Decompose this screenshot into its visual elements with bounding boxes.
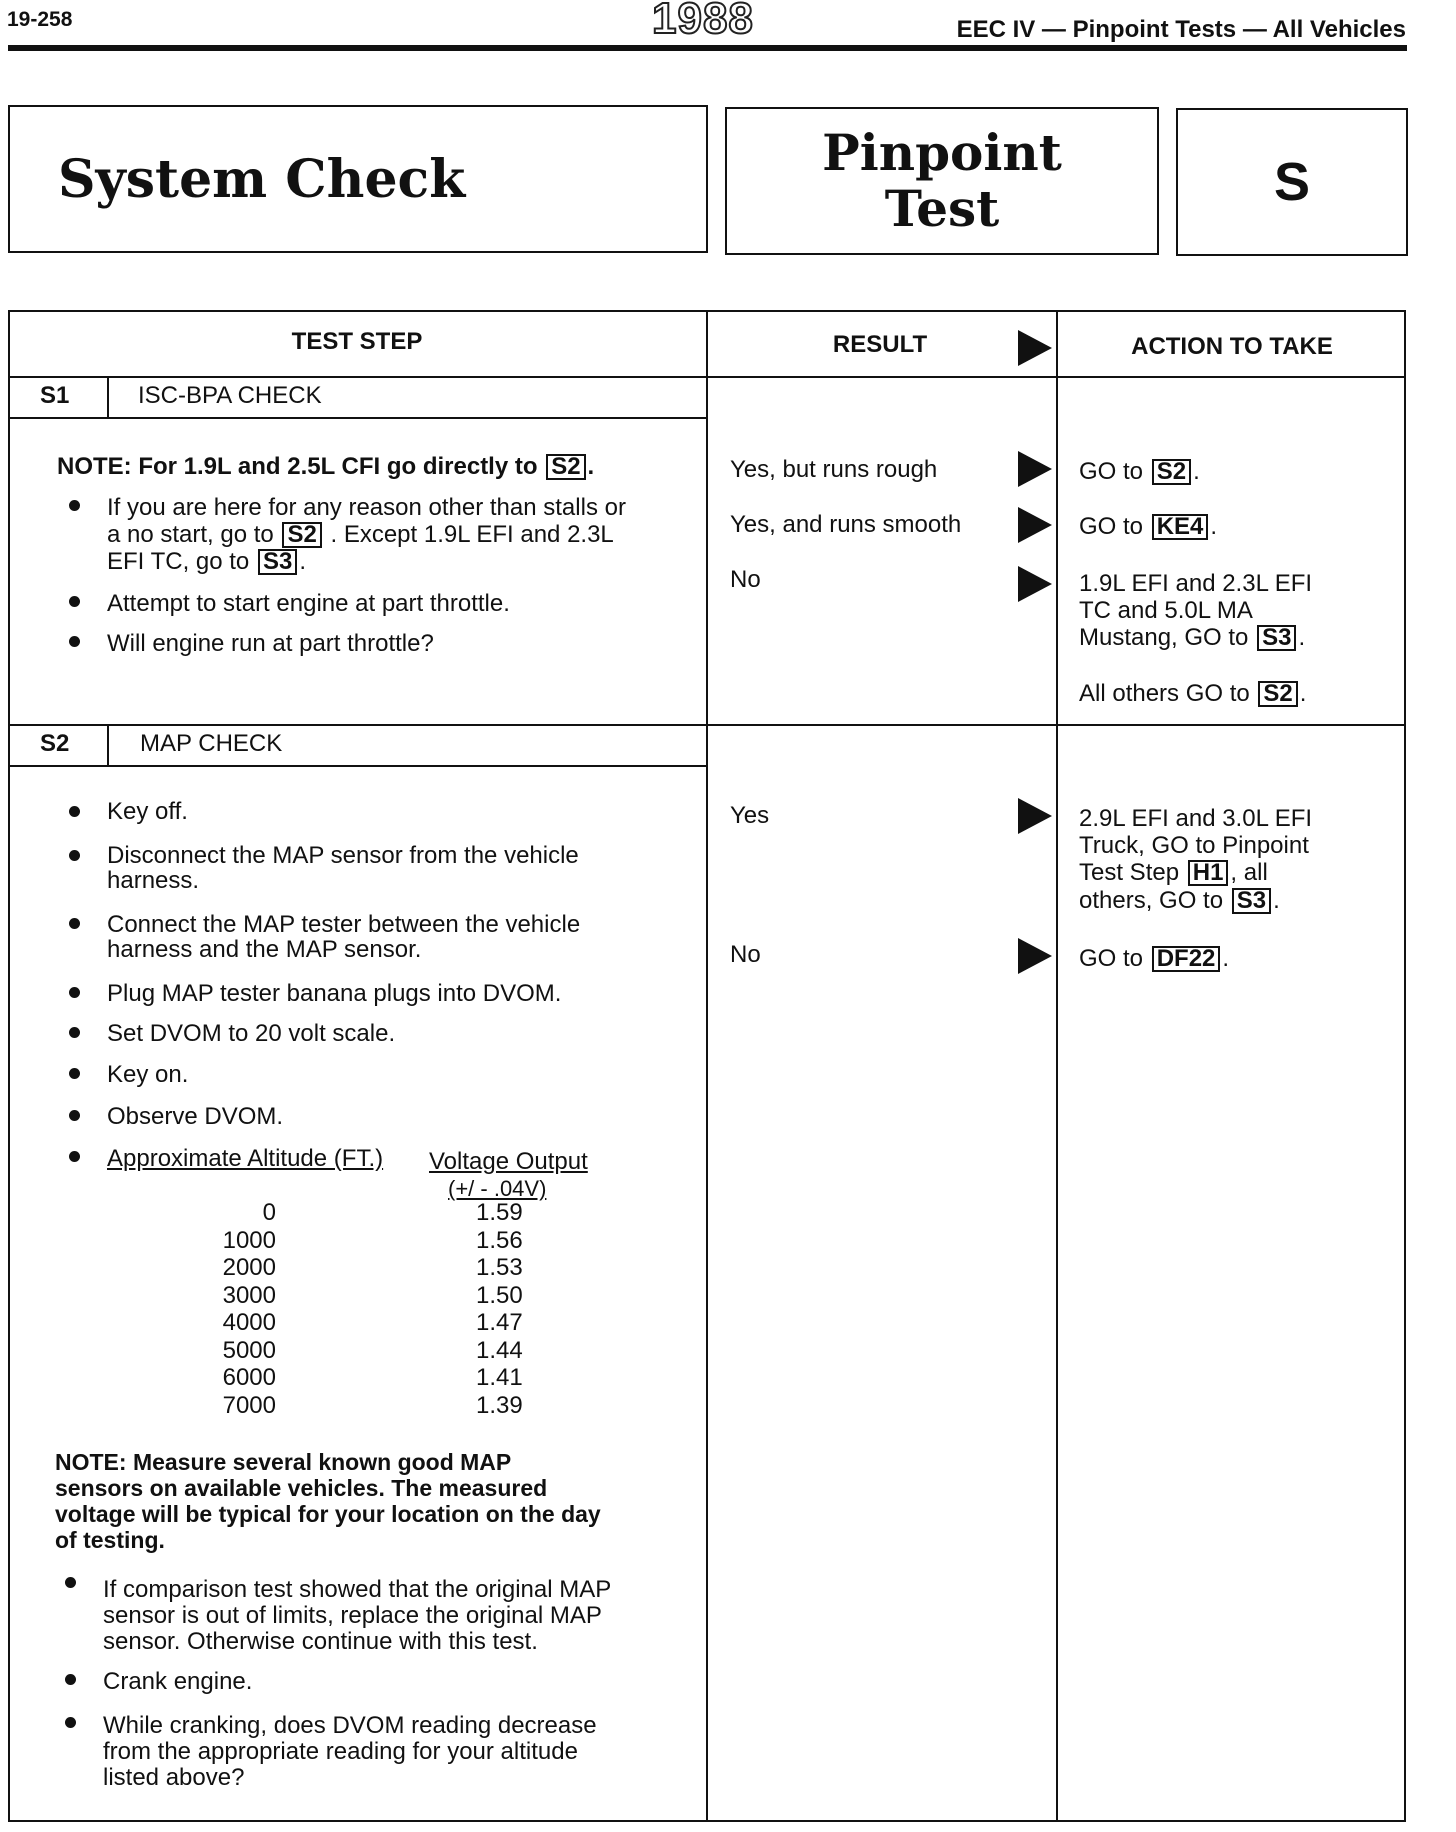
header-row-divider	[8, 376, 1406, 378]
s1-s2-divider	[8, 724, 1406, 726]
s2-yes-action-line-3: Test Step H1 , all	[1079, 859, 1268, 886]
bullet-icon	[69, 850, 80, 861]
result-column-header: RESULT	[832, 331, 928, 358]
s1-bullet-1-line-3: EFI TC, go to S3 .	[107, 548, 306, 575]
result-arrow-icon	[1018, 566, 1052, 602]
column-divider-1	[706, 310, 708, 1822]
page-number: 19-258	[7, 8, 73, 31]
s2-note-line-4: of testing.	[55, 1527, 165, 1553]
voltage-value: 1.47	[476, 1309, 523, 1336]
s2-bullet-8-line-3: sensor. Otherwise continue with this test.	[103, 1628, 538, 1655]
bullet-icon	[69, 806, 80, 817]
action-column-header: ACTION TO TAKE	[1131, 333, 1333, 360]
s1-bullet-2: Attempt to start engine at part throttle.	[107, 590, 510, 617]
voltage-value: 1.50	[476, 1281, 523, 1309]
result-arrow-icon	[1018, 451, 1052, 487]
s2-step-id: S2	[40, 730, 70, 757]
s2-bullet-3-line-1: Connect the MAP tester between the vehicle	[107, 911, 581, 938]
model-year: 1988	[652, 0, 754, 43]
s2-yes-action-ref-1: H1	[1188, 860, 1229, 886]
s2-note-line-2: sensors on available vehicles. The measured	[55, 1475, 548, 1501]
s1-bullet-3: Will engine run at part throttle?	[107, 630, 434, 657]
altitude-value: 5000	[222, 1336, 276, 1364]
result-arrow-icon	[1018, 798, 1052, 834]
s2-yes-action-line-4: others, GO to S3 .	[1079, 887, 1280, 914]
altitude-value: 7000	[222, 1391, 276, 1419]
s1-action-2-ref: KE4	[1152, 514, 1209, 540]
test-kind-line1: Pinpoint	[822, 123, 1062, 182]
result-arrow-icon	[1018, 507, 1052, 543]
s1-result-3: No	[730, 566, 761, 593]
s2-note-line-3: voltage will be typical for your location on the day	[55, 1501, 601, 1527]
section-title: System Check	[58, 148, 466, 210]
s1-action-1-ref: S2	[1152, 459, 1191, 485]
column-divider-2	[1056, 310, 1058, 1822]
voltage-value: 1.56	[476, 1226, 523, 1254]
voltage-value: 1.53	[476, 1254, 523, 1281]
s2-yes-action-line-2: Truck, GO to Pinpoint	[1079, 832, 1309, 859]
s2-bullet-2-line-1: Disconnect the MAP sensor from the vehicle	[107, 842, 579, 869]
test-letter: S	[1273, 152, 1311, 212]
s1-bullet-1-ref-1: S2	[282, 522, 321, 548]
bullet-icon	[65, 1674, 76, 1685]
s1-action-3-ref: S3	[1257, 625, 1296, 651]
bullet-icon	[69, 918, 80, 929]
s2-bullet-10-line-1: While cranking, does DVOM reading decrease	[103, 1712, 597, 1739]
voltage-value: 1.39	[476, 1391, 523, 1419]
voltage-value: 1.41	[476, 1364, 523, 1391]
header-rule	[8, 45, 1407, 51]
altitude-list	[200, 1199, 276, 1419]
s2-bullet-2-line-2: harness.	[107, 867, 200, 894]
s2-bullet-1: Key off.	[107, 798, 188, 825]
s1-bullet-1-line-2: a no start, go to S2 . Except 1.9L EFI and 2.3L	[107, 521, 614, 548]
s2-result-no: No	[730, 941, 761, 968]
s2-bullet-6: Key on.	[107, 1061, 189, 1088]
s2-id-divider	[107, 724, 109, 766]
s1-step-title: ISC-BPA CHECK	[138, 382, 322, 409]
bullet-icon	[69, 596, 80, 607]
voltage-column-header: Voltage Output	[429, 1148, 588, 1175]
header-arrow-icon	[1018, 330, 1052, 366]
s2-bullet-10-line-2: from the appropriate reading for your altitude	[103, 1738, 578, 1765]
s1-note: NOTE: For 1.9L and 2.5L CFI go directly to S2 .	[57, 453, 595, 480]
test-letter-box	[1176, 108, 1408, 256]
voltage-value: 1.44	[476, 1336, 523, 1364]
altitude-column-header: Approximate Altitude (FT.)	[107, 1145, 384, 1172]
s1-action-2: GO to KE4 .	[1079, 513, 1218, 540]
s1-action-others-ref: S2	[1258, 681, 1297, 707]
test-step-column-header: TEST STEP	[291, 328, 423, 355]
altitude-value: 4000	[222, 1309, 276, 1336]
bullet-icon	[69, 1110, 80, 1121]
s2-no-action-ref: DF22	[1152, 946, 1221, 972]
test-kind-line2: Test	[884, 179, 1000, 238]
bullet-icon	[69, 500, 80, 511]
bullet-icon	[69, 987, 80, 998]
altitude-value: 1000	[222, 1226, 276, 1254]
s2-bullet-4: Plug MAP tester banana plugs into DVOM.	[107, 980, 562, 1007]
s1-step-id: S1	[40, 382, 70, 409]
s1-note-ref: S2	[546, 454, 585, 480]
s2-bullet-5: Set DVOM to 20 volt scale.	[107, 1020, 396, 1047]
bullet-icon	[69, 1151, 80, 1162]
altitude-value: 6000	[222, 1364, 276, 1391]
altitude-value: 3000	[222, 1281, 276, 1309]
s2-bullet-8-line-2: sensor is out of limits, replace the original MAP	[103, 1602, 602, 1629]
s2-step-title: MAP CHECK	[140, 730, 283, 757]
altitude-value: 0	[262, 1199, 276, 1226]
s2-yes-action-line-1: 2.9L EFI and 3.0L EFI	[1079, 805, 1313, 832]
s2-yes-action-ref-2: S3	[1232, 888, 1271, 914]
s2-bullet-7: Observe DVOM.	[107, 1103, 284, 1130]
s1-action-3-line-1: 1.9L EFI and 2.3L EFI	[1079, 570, 1313, 597]
bullet-icon	[69, 636, 80, 647]
bullet-icon	[65, 1577, 76, 1588]
s1-action-3-line-2: TC and 5.0L MA	[1079, 597, 1253, 624]
altitude-value: 2000	[222, 1254, 276, 1281]
s2-header-bottom	[8, 765, 706, 767]
s1-action-others: All others GO to S2 .	[1079, 680, 1307, 707]
section-title-box	[8, 105, 708, 253]
s1-id-divider	[107, 376, 109, 418]
s2-bullet-9: Crank engine.	[103, 1668, 253, 1695]
bullet-icon	[65, 1717, 76, 1728]
s2-note-line-1: NOTE: Measure several known good MAP	[55, 1449, 512, 1475]
s1-result-1: Yes, but runs rough	[730, 456, 938, 483]
voltage-list	[476, 1199, 523, 1419]
s1-bullet-1-ref-2: S3	[258, 549, 297, 575]
s2-bullet-3-line-2: harness and the MAP sensor.	[107, 936, 422, 963]
voltage-tolerance: (+/ - .04V)	[448, 1176, 547, 1201]
s2-result-yes: Yes	[730, 802, 770, 829]
s1-bullet-1-line-1: If you are here for any reason other than stalls or	[107, 494, 626, 521]
s2-bullet-8-line-1: If comparison test showed that the original MAP	[103, 1576, 612, 1603]
s2-no-action: GO to DF22 .	[1079, 945, 1230, 972]
result-arrow-icon	[1018, 938, 1052, 974]
test-kind-box	[725, 107, 1159, 255]
s1-action-3-line-3: Mustang, GO to S3 .	[1079, 624, 1306, 651]
s1-action-1: GO to S2 .	[1079, 458, 1200, 485]
s1-header-bottom	[8, 417, 706, 419]
bullet-icon	[69, 1027, 80, 1038]
page-title: EEC IV — Pinpoint Tests — All Vehicles	[956, 16, 1406, 43]
bullet-icon	[69, 1068, 80, 1079]
s1-result-2: Yes, and runs smooth	[730, 511, 962, 538]
s2-bullet-10-line-3: listed above?	[103, 1764, 245, 1791]
voltage-value: 1.59	[476, 1199, 523, 1226]
